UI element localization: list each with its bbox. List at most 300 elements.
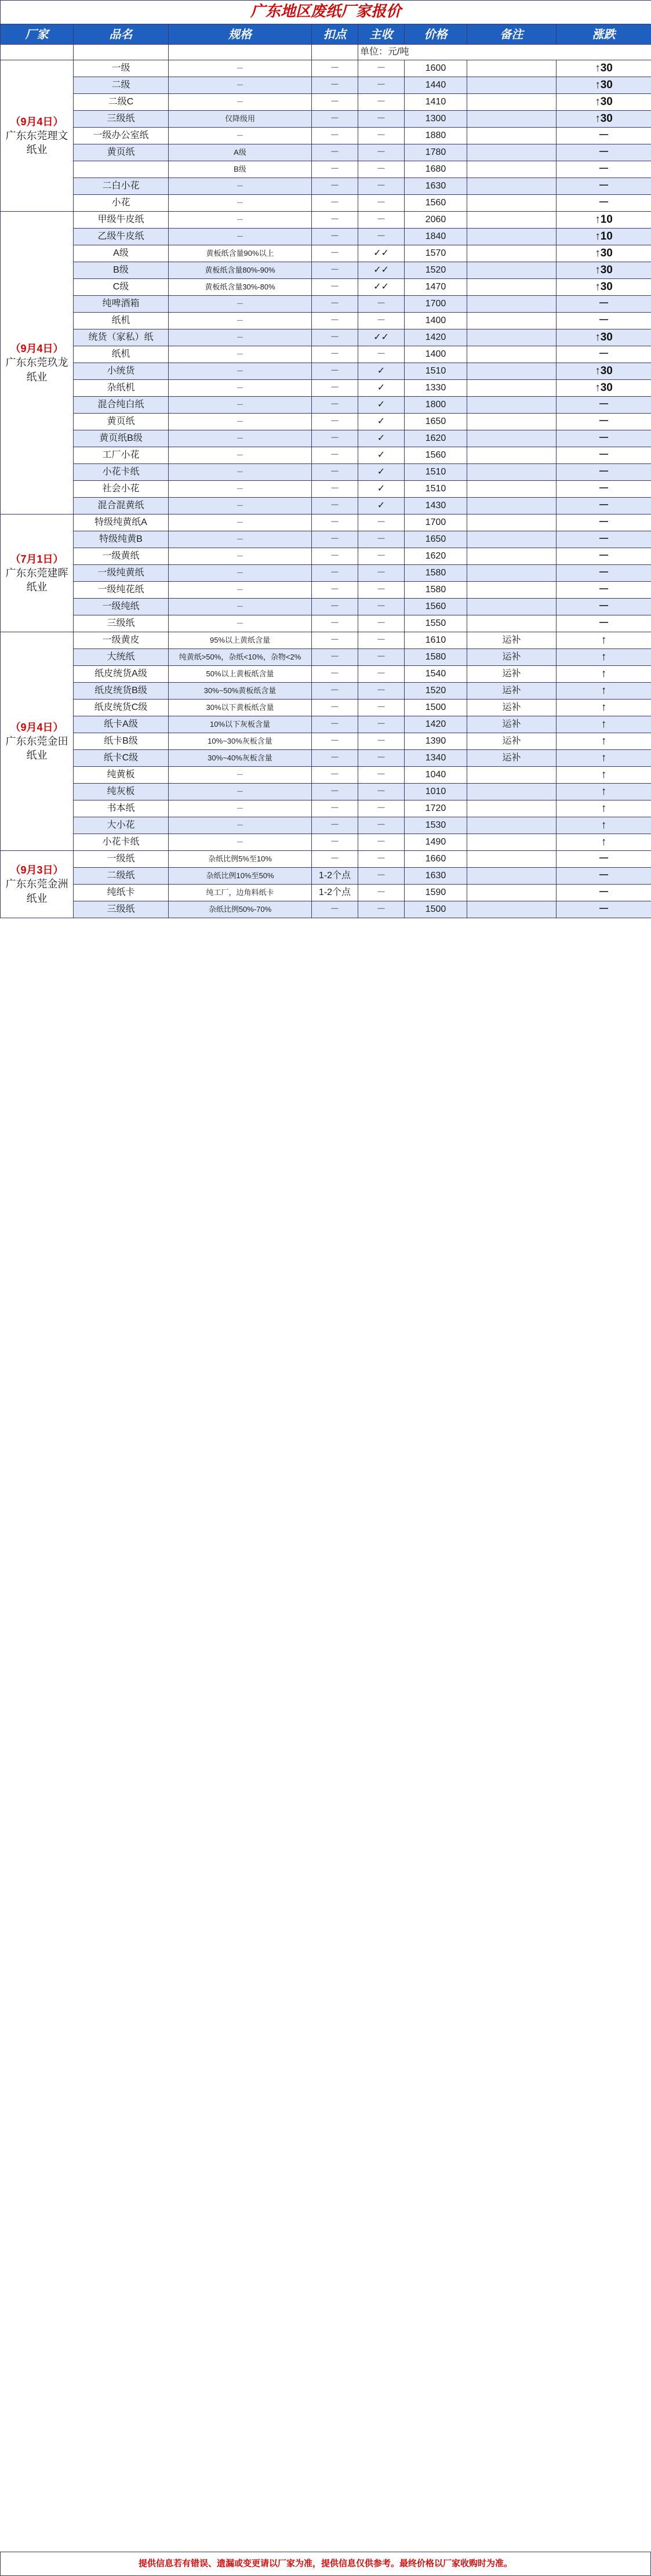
spec-cell: －	[169, 615, 312, 632]
deduction-cell: －	[312, 649, 358, 666]
spec-cell: 杂纸比例5%至10%	[169, 851, 312, 868]
product-cell: 混合混黄纸	[74, 498, 169, 515]
table-row	[1, 296, 651, 313]
price-cell: 1650	[405, 414, 467, 430]
spec-cell: 黄板纸含量80%-90%	[169, 262, 312, 279]
change-cell: －	[557, 901, 651, 918]
remark-cell	[467, 565, 557, 582]
company-cell	[1, 515, 74, 632]
change-cell: －	[557, 481, 651, 498]
price-cell: 1520	[405, 262, 467, 279]
price-cell: 1880	[405, 128, 467, 144]
price-cell: 1400	[405, 313, 467, 329]
deduction-cell: －	[312, 834, 358, 851]
company-date: （9月4日）	[10, 115, 64, 128]
change-cell: －	[557, 414, 651, 430]
product-cell: 黄页纸B级	[74, 430, 169, 447]
product-cell: 一级黄纸	[74, 548, 169, 565]
table-row	[1, 414, 651, 430]
remark-cell	[467, 885, 557, 901]
price-cell: 1510	[405, 363, 467, 380]
deduction-cell: －	[312, 767, 358, 784]
price-cell: 2060	[405, 212, 467, 229]
table-row	[1, 767, 651, 784]
deduction-cell: －	[312, 313, 358, 329]
change-cell: ↑30	[557, 380, 651, 397]
remark-cell: 运补	[467, 632, 557, 649]
price-cell: 1630	[405, 178, 467, 195]
change-cell: ↑30	[557, 245, 651, 262]
remark-cell	[467, 77, 557, 94]
price-cell: 1570	[405, 245, 467, 262]
deduction-cell: －	[312, 229, 358, 245]
remark-cell	[467, 767, 557, 784]
deduction-cell: －	[312, 296, 358, 313]
spec-cell: 黄板纸含量30%-80%	[169, 279, 312, 296]
spec-cell: 黄板纸含量90%以上	[169, 245, 312, 262]
main-collect-cell: ✓✓	[358, 262, 405, 279]
table-row	[1, 834, 651, 851]
change-cell: ↑	[557, 716, 651, 733]
change-cell: ↑30	[557, 77, 651, 94]
main-collect-cell: －	[358, 128, 405, 144]
deduction-cell: －	[312, 599, 358, 615]
remark-cell: 运补	[467, 649, 557, 666]
change-cell: －	[557, 144, 651, 161]
deduction-cell: 1-2个点	[312, 885, 358, 901]
main-collect-cell: ✓✓	[358, 279, 405, 296]
table-row	[1, 599, 651, 615]
product-cell: 小花卡纸	[74, 834, 169, 851]
spec-cell: B级	[169, 161, 312, 178]
price-cell: 1650	[405, 531, 467, 548]
product-cell: 纯黄板	[74, 767, 169, 784]
change-cell: ↑	[557, 683, 651, 700]
spec-cell: －	[169, 77, 312, 94]
deduction-cell: －	[312, 615, 358, 632]
change-cell: －	[557, 128, 651, 144]
change-cell: ↑30	[557, 279, 651, 296]
main-collect-cell: －	[358, 834, 405, 851]
spec-cell: 杂纸比例10%至50%	[169, 868, 312, 885]
table-row	[1, 363, 651, 380]
change-cell: ↑30	[557, 111, 651, 128]
product-cell: 工厂小花	[74, 447, 169, 464]
price-cell: 1560	[405, 447, 467, 464]
company-cell	[1, 60, 74, 212]
price-cell: 1510	[405, 464, 467, 481]
change-cell: ↑30	[557, 94, 651, 111]
table-row	[1, 77, 651, 94]
change-cell: －	[557, 447, 651, 464]
price-cell: 1520	[405, 683, 467, 700]
main-collect-cell: －	[358, 178, 405, 195]
table-row	[1, 700, 651, 716]
main-collect-cell: －	[358, 666, 405, 683]
main-collect-cell: ✓	[358, 464, 405, 481]
table-row	[1, 868, 651, 885]
main-collect-cell: ✓	[358, 414, 405, 430]
product-cell: 甲级牛皮纸	[74, 212, 169, 229]
table-row	[1, 380, 651, 397]
spec-cell: －	[169, 481, 312, 498]
table-row	[1, 262, 651, 279]
header-change: 涨跌	[557, 24, 651, 45]
price-cell: 1560	[405, 195, 467, 212]
spec-cell: 仅降级用	[169, 111, 312, 128]
deduction-cell: －	[312, 733, 358, 750]
main-collect-cell: －	[358, 750, 405, 767]
remark-cell	[467, 380, 557, 397]
remark-cell	[467, 817, 557, 834]
header-row	[1, 24, 651, 45]
remark-cell	[467, 245, 557, 262]
company-date: （7月1日）	[10, 553, 64, 565]
main-collect-cell: ✓	[358, 380, 405, 397]
spec-cell: 纯工厂，边角料纸卡	[169, 885, 312, 901]
remark-cell	[467, 868, 557, 885]
spec-cell: －	[169, 430, 312, 447]
spec-cell: －	[169, 464, 312, 481]
deduction-cell: －	[312, 77, 358, 94]
spec-cell: －	[169, 582, 312, 599]
main-collect-cell: －	[358, 868, 405, 885]
main-collect-cell: －	[358, 885, 405, 901]
table-row	[1, 481, 651, 498]
price-cell: 1580	[405, 565, 467, 582]
remark-cell	[467, 834, 557, 851]
spec-cell: －	[169, 94, 312, 111]
deduction-cell: －	[312, 548, 358, 565]
product-cell: 一级纯黄纸	[74, 565, 169, 582]
main-collect-cell: ✓	[358, 430, 405, 447]
price-cell: 1340	[405, 750, 467, 767]
main-collect-cell: ✓	[358, 447, 405, 464]
change-cell: ↑	[557, 750, 651, 767]
remark-cell	[467, 447, 557, 464]
spec-cell: －	[169, 212, 312, 229]
remark-cell	[467, 262, 557, 279]
deduction-cell: －	[312, 784, 358, 800]
company-name: 广东东莞金田纸业	[5, 735, 68, 762]
product-cell: A级	[74, 245, 169, 262]
deduction-cell: －	[312, 363, 358, 380]
main-collect-cell: －	[358, 229, 405, 245]
spec-cell: 30%~50%黄板纸含量	[169, 683, 312, 700]
deduction-cell: －	[312, 414, 358, 430]
product-cell: 二级	[74, 77, 169, 94]
table-row	[1, 144, 651, 161]
product-cell: 社会小花	[74, 481, 169, 498]
change-cell: ↑	[557, 800, 651, 817]
product-cell: 小花	[74, 195, 169, 212]
change-cell: ↑30	[557, 329, 651, 346]
price-cell: 1580	[405, 582, 467, 599]
table-row	[1, 111, 651, 128]
main-collect-cell: －	[358, 565, 405, 582]
main-collect-cell: －	[358, 313, 405, 329]
table-row	[1, 817, 651, 834]
table-row	[1, 615, 651, 632]
spec-cell: －	[169, 414, 312, 430]
main-collect-cell: －	[358, 212, 405, 229]
main-collect-cell: －	[358, 94, 405, 111]
product-cell: 小花卡纸	[74, 464, 169, 481]
spec-cell: 30%~40%灰板含量	[169, 750, 312, 767]
change-cell: －	[557, 548, 651, 565]
price-cell: 1550	[405, 615, 467, 632]
main-collect-cell: －	[358, 784, 405, 800]
deduction-cell: 1-2个点	[312, 868, 358, 885]
main-collect-cell: －	[358, 817, 405, 834]
main-collect-cell: －	[358, 515, 405, 531]
change-cell: ↑	[557, 700, 651, 716]
remark-cell	[467, 901, 557, 918]
product-cell: 三级纸	[74, 615, 169, 632]
product-cell: 混合纯白纸	[74, 397, 169, 414]
remark-cell	[467, 296, 557, 313]
header-company: 厂家	[1, 24, 74, 45]
table-row	[1, 800, 651, 817]
deduction-cell: －	[312, 700, 358, 716]
price-cell: 1420	[405, 329, 467, 346]
spec-cell: 30%以下黄板纸含量	[169, 700, 312, 716]
deduction-cell: －	[312, 195, 358, 212]
remark-cell	[467, 430, 557, 447]
price-cell: 1500	[405, 901, 467, 918]
remark-cell	[467, 329, 557, 346]
price-cell: 1300	[405, 111, 467, 128]
price-cell: 1680	[405, 161, 467, 178]
change-cell: －	[557, 615, 651, 632]
remark-cell	[467, 195, 557, 212]
header-product: 品名	[74, 24, 169, 45]
change-cell: －	[557, 313, 651, 329]
spec-cell: －	[169, 767, 312, 784]
product-cell: 纸卡B级	[74, 733, 169, 750]
company-cell	[1, 632, 74, 851]
company-date: （9月3日）	[10, 864, 64, 876]
remark-cell	[467, 615, 557, 632]
change-cell: ↑30	[557, 363, 651, 380]
remark-cell	[467, 178, 557, 195]
table-row	[1, 430, 651, 447]
table-row	[1, 851, 651, 868]
main-collect-cell: －	[358, 161, 405, 178]
deduction-cell: －	[312, 632, 358, 649]
product-cell: 一级办公室纸	[74, 128, 169, 144]
remark-cell	[467, 582, 557, 599]
deduction-cell: －	[312, 212, 358, 229]
remark-cell	[467, 464, 557, 481]
change-cell: －	[557, 498, 651, 515]
spec-cell: －	[169, 531, 312, 548]
price-cell: 1720	[405, 800, 467, 817]
header-main-collect: 主收	[358, 24, 405, 45]
deduction-cell: －	[312, 481, 358, 498]
price-cell: 1660	[405, 851, 467, 868]
remark-cell: 运补	[467, 700, 557, 716]
table-row	[1, 666, 651, 683]
price-cell: 1510	[405, 481, 467, 498]
remark-cell	[467, 515, 557, 531]
deduction-cell: －	[312, 178, 358, 195]
table-row	[1, 397, 651, 414]
product-cell: 三级纸	[74, 111, 169, 128]
header-price: 价格	[405, 24, 467, 45]
spec-cell: －	[169, 784, 312, 800]
product-cell: B级	[74, 262, 169, 279]
product-cell: 纸卡C级	[74, 750, 169, 767]
change-cell: －	[557, 515, 651, 531]
spec-cell: －	[169, 599, 312, 615]
change-cell: ↑	[557, 834, 651, 851]
change-cell: ↑	[557, 733, 651, 750]
price-cell: 1580	[405, 649, 467, 666]
table-row	[1, 245, 651, 262]
footer-notice	[0, 2552, 651, 2576]
header-remark: 备注	[467, 24, 557, 45]
spec-cell: 纯黄纸>50%，杂纸<10%，杂物<2%	[169, 649, 312, 666]
remark-cell	[467, 531, 557, 548]
change-cell: ↑	[557, 666, 651, 683]
table-row	[1, 565, 651, 582]
remark-cell	[467, 212, 557, 229]
main-collect-cell: ✓	[358, 498, 405, 515]
header-spec: 规格	[169, 24, 312, 45]
table-row	[1, 531, 651, 548]
product-cell: 黄页纸	[74, 144, 169, 161]
deduction-cell: －	[312, 144, 358, 161]
remark-cell	[467, 279, 557, 296]
remark-cell	[467, 851, 557, 868]
change-cell: －	[557, 599, 651, 615]
change-cell: －	[557, 161, 651, 178]
spec-cell: －	[169, 817, 312, 834]
remark-cell	[467, 498, 557, 515]
main-collect-cell: －	[358, 716, 405, 733]
table-row	[1, 94, 651, 111]
change-cell: ↑10	[557, 229, 651, 245]
company-name: 广东东莞建晖纸业	[5, 567, 68, 593]
deduction-cell: －	[312, 851, 358, 868]
deduction-cell: －	[312, 397, 358, 414]
page-title: 广东地区废纸厂家报价	[1, 1, 651, 24]
product-cell: 三级纸	[74, 901, 169, 918]
deduction-cell: －	[312, 716, 358, 733]
deduction-cell: －	[312, 447, 358, 464]
unit-label: 单位：元/吨	[358, 45, 651, 60]
remark-cell	[467, 94, 557, 111]
price-cell: 1440	[405, 77, 467, 94]
table-row	[1, 885, 651, 901]
change-cell: －	[557, 346, 651, 363]
spec-cell: －	[169, 380, 312, 397]
remark-cell	[467, 414, 557, 430]
deduction-cell: －	[312, 565, 358, 582]
main-collect-cell: －	[358, 548, 405, 565]
spec-cell: －	[169, 60, 312, 77]
spec-cell: －	[169, 548, 312, 565]
remark-cell	[467, 599, 557, 615]
deduction-cell: －	[312, 245, 358, 262]
main-collect-cell: －	[358, 195, 405, 212]
product-cell: 大统纸	[74, 649, 169, 666]
product-cell: 纸皮统货C级	[74, 700, 169, 716]
table-row	[1, 548, 651, 565]
product-cell: 一级纯纸	[74, 599, 169, 615]
product-cell: 纯啤酒箱	[74, 296, 169, 313]
main-collect-cell: －	[358, 700, 405, 716]
main-collect-cell: －	[358, 767, 405, 784]
spec-cell: －	[169, 498, 312, 515]
deduction-cell: －	[312, 464, 358, 481]
product-cell: 统货（家私）纸	[74, 329, 169, 346]
product-cell: 二级纸	[74, 868, 169, 885]
remark-cell: 运补	[467, 716, 557, 733]
change-cell: －	[557, 868, 651, 885]
remark-cell: 运补	[467, 666, 557, 683]
change-cell: －	[557, 178, 651, 195]
change-cell: －	[557, 430, 651, 447]
table-row	[1, 447, 651, 464]
deduction-cell: －	[312, 817, 358, 834]
change-cell: ↑	[557, 817, 651, 834]
table-row	[1, 515, 651, 531]
product-cell: 一级纯花纸	[74, 582, 169, 599]
table-row	[1, 632, 651, 649]
change-cell: －	[557, 582, 651, 599]
change-cell: －	[557, 885, 651, 901]
price-cell: 1540	[405, 666, 467, 683]
change-cell: －	[557, 397, 651, 414]
product-cell: 纸机	[74, 346, 169, 363]
price-cell: 1610	[405, 632, 467, 649]
spec-cell: －	[169, 447, 312, 464]
company-date: （9月4日）	[10, 343, 64, 355]
price-cell: 1700	[405, 296, 467, 313]
spec-cell: 50%以上黄板纸含量	[169, 666, 312, 683]
change-cell: －	[557, 531, 651, 548]
deduction-cell: －	[312, 515, 358, 531]
main-collect-cell: ✓	[358, 363, 405, 380]
table-row	[1, 901, 651, 918]
remark-cell	[467, 363, 557, 380]
table-row	[1, 195, 651, 212]
spec-cell: －	[169, 296, 312, 313]
product-cell: 一级纸	[74, 851, 169, 868]
table-row	[1, 229, 651, 245]
main-collect-cell: －	[358, 77, 405, 94]
price-cell: 1800	[405, 397, 467, 414]
spec-cell: －	[169, 229, 312, 245]
product-cell: 纸皮统货B级	[74, 683, 169, 700]
main-collect-cell: －	[358, 111, 405, 128]
remark-cell	[467, 800, 557, 817]
change-cell: ↑30	[557, 262, 651, 279]
product-cell: 书本纸	[74, 800, 169, 817]
remark-cell: 运补	[467, 750, 557, 767]
price-cell: 1410	[405, 94, 467, 111]
product-cell: 特级纯黄纸A	[74, 515, 169, 531]
price-cell: 1500	[405, 700, 467, 716]
table-row	[1, 329, 651, 346]
deduction-cell: －	[312, 531, 358, 548]
price-cell: 1430	[405, 498, 467, 515]
main-collect-cell: －	[358, 800, 405, 817]
product-cell: 杂纸机	[74, 380, 169, 397]
remark-cell	[467, 161, 557, 178]
